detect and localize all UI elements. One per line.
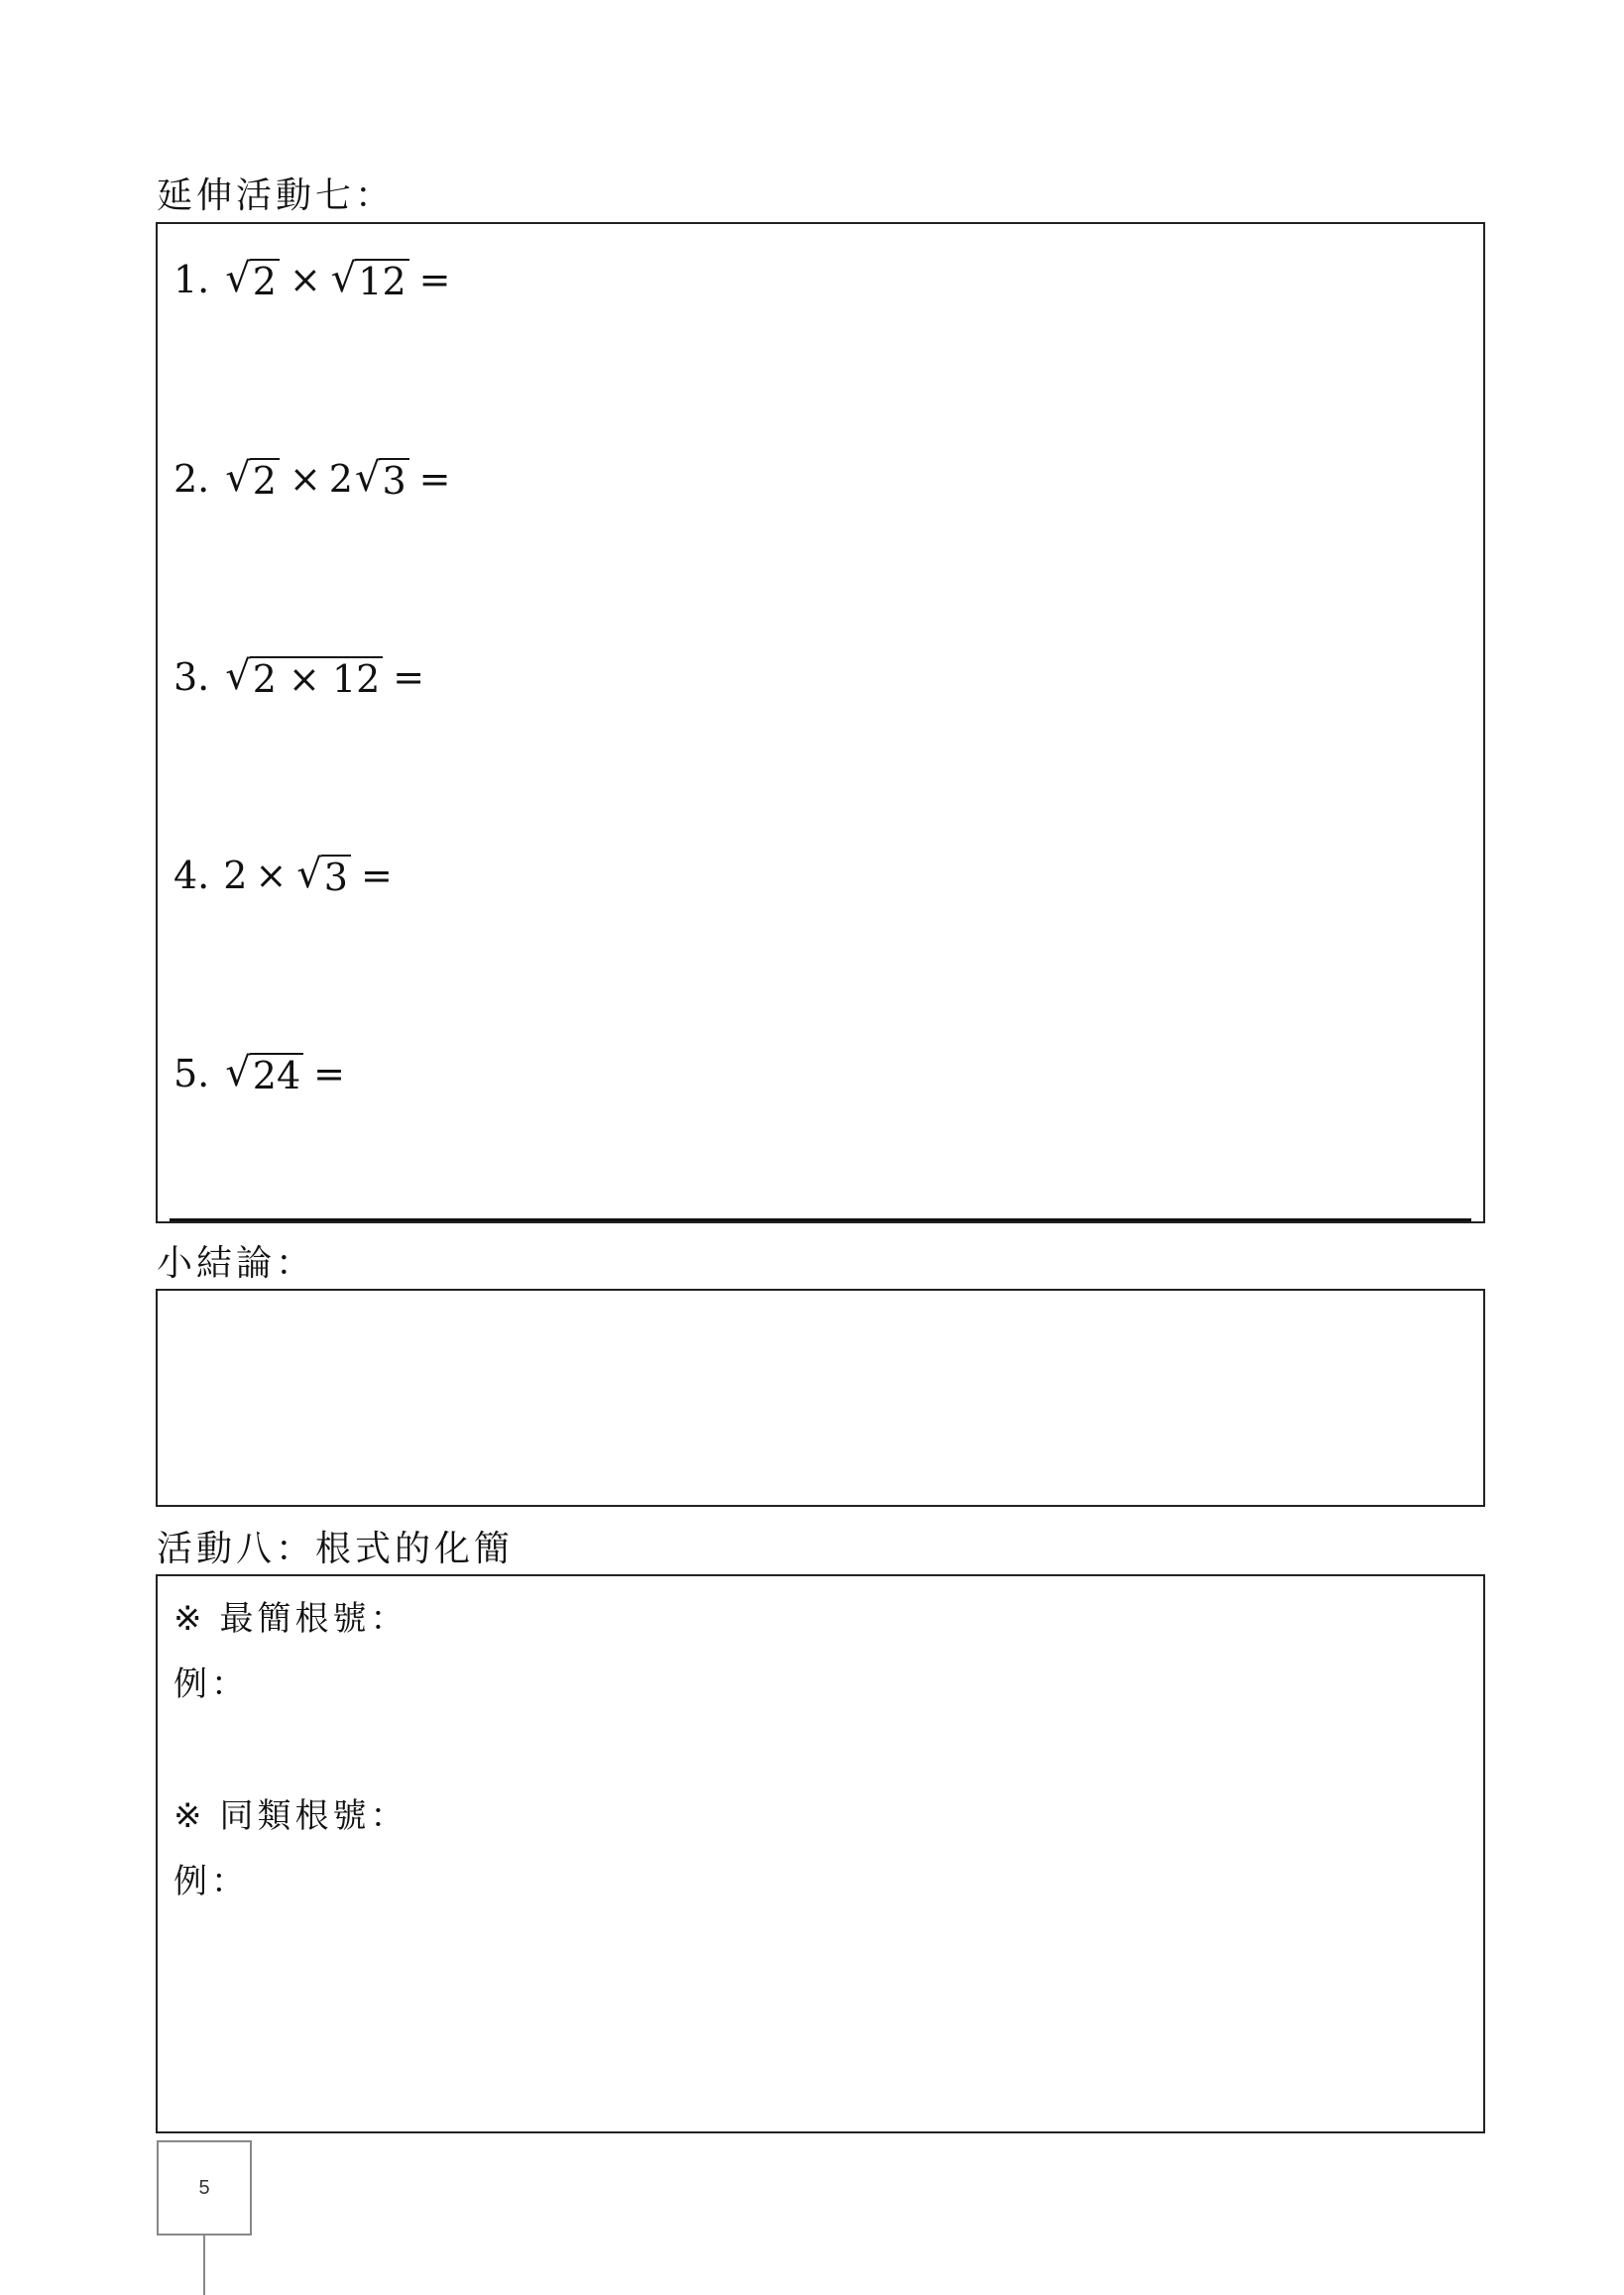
math-operator: = (360, 854, 393, 897)
math-operator: = (418, 457, 451, 501)
question-expression (223, 1050, 353, 1097)
conclusion-title: 小結論： (157, 1243, 316, 1284)
question-expression (223, 852, 401, 899)
question-5 (174, 1050, 353, 1097)
radicand: 3 (321, 855, 351, 896)
item-label: 最簡根號： (219, 1599, 408, 1639)
sqrt-term (354, 455, 409, 503)
question-expression (223, 653, 432, 701)
example-label: 例： (174, 1862, 249, 1901)
sqrt-term (296, 852, 351, 899)
page-number-stem (203, 2236, 205, 2295)
question-number: 4. (174, 854, 210, 897)
math-operator: = (313, 1052, 345, 1095)
page-number (157, 2140, 252, 2236)
radical-sign-icon: √ (354, 455, 381, 501)
question-expression (223, 256, 458, 303)
radicand: 2 (250, 259, 280, 300)
radical-sign-icon: √ (225, 1050, 251, 1095)
radical-sign-icon: √ (225, 653, 251, 699)
sqrt-term (225, 1050, 303, 1097)
sqrt-term (225, 256, 280, 303)
section7-box (156, 222, 1485, 1223)
question-number: 5. (174, 1052, 210, 1095)
radicand: 24 (250, 1053, 303, 1094)
math-operator: = (393, 655, 425, 699)
item-label: 同類根號： (219, 1796, 408, 1836)
radicand: 3 (379, 458, 408, 500)
math-operator: = (418, 258, 451, 301)
section8-box (156, 1574, 1485, 2133)
reference-mark-icon: ※ (174, 1599, 202, 1639)
radicand: 12 (355, 259, 408, 300)
math-number: 2 (328, 457, 353, 501)
question-number: 1. (174, 258, 210, 301)
question-4 (174, 852, 401, 899)
page-number-text: 5 (198, 2176, 210, 2199)
sqrt-term (330, 256, 409, 303)
question-1 (174, 256, 459, 303)
question-3 (174, 653, 432, 701)
example-label: 例： (174, 1664, 249, 1704)
radicand: 2 (250, 458, 280, 500)
like-radicals-item (174, 1796, 408, 1836)
question-2 (174, 455, 459, 503)
question-number: 2. (174, 457, 210, 501)
radical-sign-icon: √ (225, 455, 251, 501)
sqrt-term (225, 653, 383, 701)
section8-title: 活動八：根式的化簡 (157, 1529, 515, 1569)
question-number: 3. (174, 655, 210, 699)
math-operator: × (289, 258, 321, 301)
question-expression (223, 455, 458, 503)
conclusion-box[interactable] (156, 1289, 1485, 1507)
math-number: 2 (223, 854, 248, 897)
box-bottom-rule (170, 1218, 1471, 1221)
radical-sign-icon: √ (225, 256, 251, 301)
sqrt-term (225, 455, 280, 503)
simplest-radical-item (174, 1599, 408, 1639)
radicand: 2 × 12 (250, 656, 384, 698)
math-operator: × (289, 457, 321, 501)
section7-title: 延伸活動七： (157, 175, 396, 216)
math-operator: × (255, 854, 288, 897)
reference-mark-icon: ※ (174, 1796, 202, 1836)
radical-sign-icon: √ (296, 852, 322, 897)
radical-sign-icon: √ (330, 256, 357, 301)
